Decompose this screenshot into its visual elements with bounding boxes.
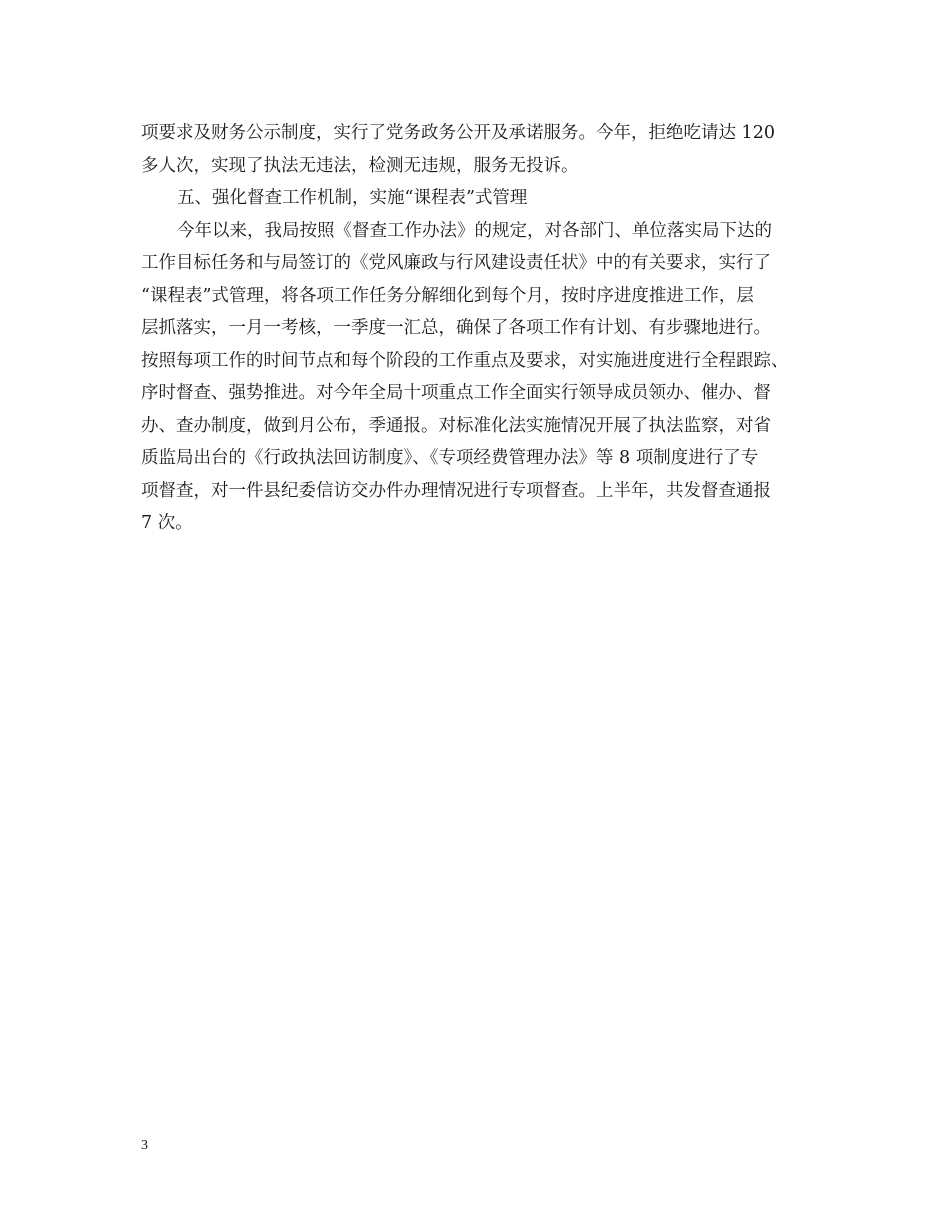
text-line: 工作目标任务和与局签订的《党风廉政与行风建设责任状》中的有关要求，实行了 — [141, 253, 771, 273]
section-heading: 五、强化督查工作机制，实施“课程表”式管理 — [177, 188, 528, 208]
text-line: 层抓落实，一月一考核，一季度一汇总，确保了各项工作有计划、有步骤地进行。 — [141, 318, 771, 338]
text-line: 办、查办制度，做到月公布，季通报。对标准化法实施情况开展了执法监察，对省 — [141, 415, 771, 436]
page-number: 3 — [141, 1138, 148, 1153]
text-line: 按照每项工作的时间节点和每个阶段的工作重点及要求，对实施进度进行全程跟踪、 — [141, 350, 789, 371]
text-line: 7 次。 — [141, 513, 193, 533]
text-line: 质监局出台的《行政执法回访制度》、《专项经费管理办法》等 8 项制度进行了专 — [141, 448, 759, 468]
text-line: 项要求及财务公示制度，实行了党务政务公开及承诺服务。今年，拒绝吃请达 120 — [141, 123, 775, 143]
text-line: 序时督查、强势推进。对今年全局十项重点工作全面实行领导成员领办、催办、督 — [141, 383, 771, 403]
document-body — [141, 117, 813, 540]
text-line: 项督查，对一件县纪委信访交办件办理情况进行专项督查。上半年，共发督查通报 — [141, 480, 771, 501]
text-line: “课程表”式管理，将各项工作任务分解细化到每个月，按时序进度推进工作，层 — [141, 285, 754, 306]
text-line: 今年以来，我局按照《督查工作办法》的规定，对各部门、单位落实局下达的 — [177, 220, 772, 241]
text-line: 多人次，实现了执法无违法，检测无违规，服务无投诉。 — [141, 155, 579, 176]
